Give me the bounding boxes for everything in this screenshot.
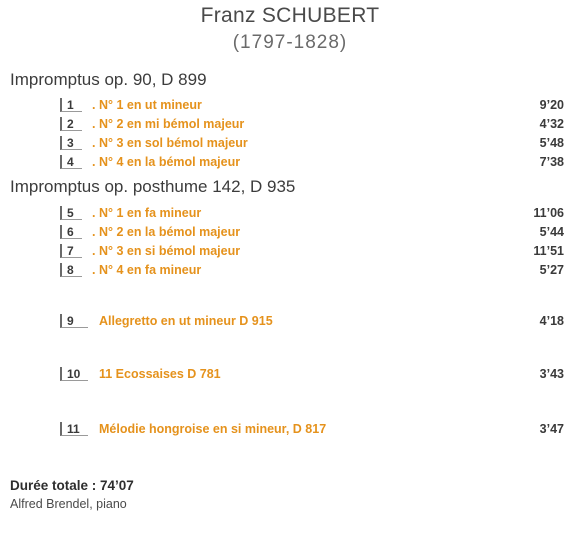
track-row (0, 313, 580, 331)
track-duration: 9’20 (539, 98, 564, 112)
track-row (0, 224, 580, 242)
track-number: 9 (60, 314, 88, 328)
track-title: Allegretto en ut mineur D 915 (99, 314, 273, 328)
track-duration: 3’43 (539, 367, 564, 381)
track-duration: 3’47 (539, 422, 564, 436)
track-row (0, 243, 580, 261)
track-number: 1 (60, 98, 82, 112)
track-row (0, 135, 580, 153)
track-duration: 5’44 (539, 225, 564, 239)
track-title: . N° 3 en si bémol majeur (92, 244, 241, 258)
track-number: 10 (60, 367, 88, 381)
track-number: 2 (60, 117, 82, 131)
composer-name: Franz SCHUBERT (200, 4, 380, 27)
track-number: 8 (60, 263, 82, 277)
track-row (0, 366, 580, 384)
track-number: 5 (60, 206, 82, 220)
composer-dates: (1797-1828) (232, 32, 348, 53)
track-title: . N° 1 en fa mineur (92, 206, 202, 220)
track-title: . N° 2 en mi bémol majeur (92, 117, 245, 131)
track-row (0, 205, 580, 223)
track-duration: 11’51 (533, 244, 564, 258)
track-row (0, 116, 580, 134)
track-duration: 4’18 (539, 314, 564, 328)
track-title: . N° 3 en sol bémol majeur (92, 136, 248, 150)
track-title: . N° 4 en la bémol majeur (92, 155, 241, 169)
track-duration: 5’27 (539, 263, 564, 277)
performer-credit: Alfred Brendel, piano (10, 497, 127, 511)
track-duration: 7’38 (539, 155, 564, 169)
track-title: . N° 4 en fa mineur (92, 263, 202, 277)
track-number: 11 (60, 422, 88, 436)
track-title: . N° 1 en ut mineur (92, 98, 202, 112)
track-row (0, 421, 580, 439)
track-title: Mélodie hongroise en si mineur, D 817 (99, 422, 327, 436)
track-row (0, 154, 580, 172)
track-duration: 11’06 (533, 206, 564, 220)
total-duration: Durée totale : 74’07 (10, 478, 134, 493)
group-title-op142: Impromptus op. posthume 142, D 935 (10, 177, 296, 196)
track-row (0, 262, 580, 280)
track-number: 3 (60, 136, 82, 150)
track-title: . N° 2 en la bémol majeur (92, 225, 241, 239)
track-number: 7 (60, 244, 82, 258)
track-title: 11 Ecossaises D 781 (99, 367, 221, 381)
track-number: 4 (60, 155, 82, 169)
track-row (0, 97, 580, 115)
track-duration: 5’48 (539, 136, 564, 150)
group-title-op90: Impromptus op. 90, D 899 (10, 70, 207, 89)
track-duration: 4’32 (539, 117, 564, 131)
track-number: 6 (60, 225, 82, 239)
